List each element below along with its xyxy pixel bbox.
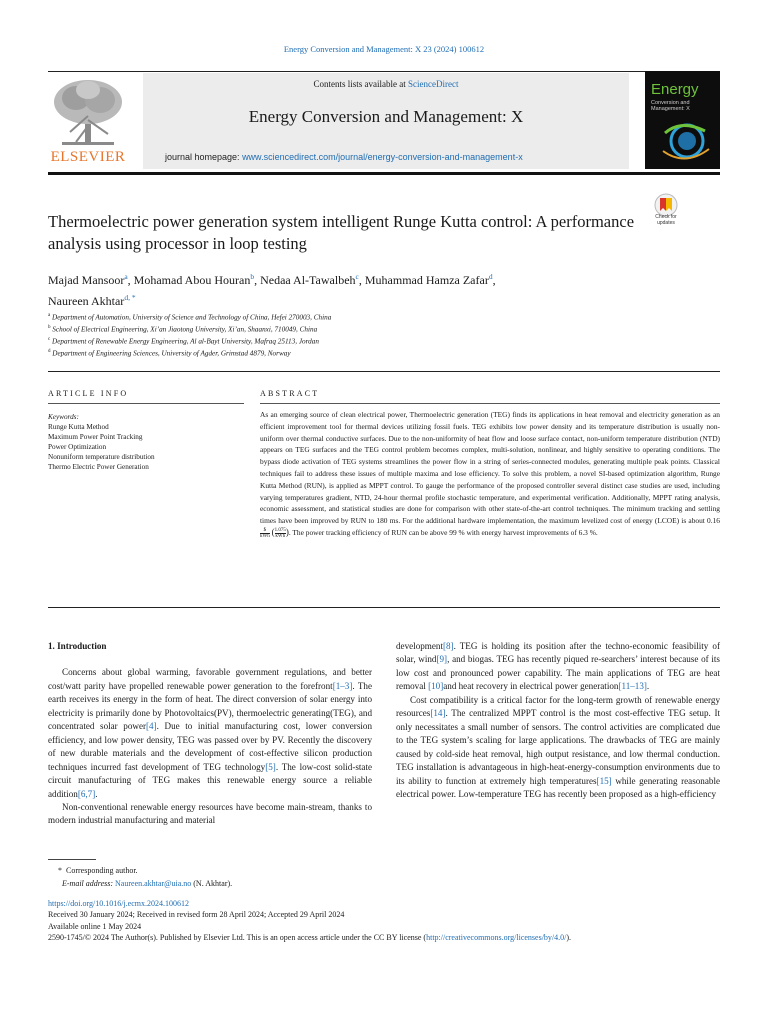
abstract-heading: ABSTRACT [260, 389, 320, 398]
keyword: Runge Kutta Method [48, 423, 109, 431]
citation-link[interactable]: [11–13] [618, 681, 647, 692]
citation-link[interactable]: [1–3] [332, 680, 353, 691]
cover-subtitle: Conversion and Management: X [651, 100, 690, 112]
author[interactable]: Majad Mansoor$^a$ [48, 272, 128, 287]
keywords-block [48, 412, 248, 472]
affiliation: $^c$ Department of Renewable Energy Engineering, Al al-Bayt University, Mafraq 25113, Jordan [48, 336, 319, 346]
email-link[interactable]: Naureen.akhtar@uia.no [115, 879, 192, 888]
citation-link[interactable]: [9] [436, 654, 448, 665]
badge-label: Check for updates [655, 214, 677, 226]
email-note: E-mail address: Naureen.akhtar@uia.no (N. Akhtar). [62, 879, 233, 888]
citation-link[interactable]: [8] [442, 641, 454, 651]
paragraph-text: development [396, 641, 443, 651]
license-link[interactable]: http://creativecommons.org/licenses/by/4.0/ [426, 933, 567, 943]
lcoe-factor-fraction: 1.075 kWh [274, 527, 286, 539]
article-info-rule [48, 403, 244, 404]
citation-link[interactable]: [14] [430, 708, 446, 719]
contents-prefix: Contents lists available at [313, 79, 408, 89]
citation-link[interactable]: [6,7] [77, 788, 96, 799]
elsevier-tree-icon [48, 76, 128, 148]
footnotes [48, 864, 728, 890]
homepage-label: journal homepage: [165, 152, 243, 162]
journal-cover-thumbnail[interactable] [645, 71, 720, 169]
affiliations [48, 311, 608, 359]
paragraph-text: . The centralized MPPT control is the most cost-effective TEG setup. It only necessitates a small number of sensors. The control activities are complicated due to the TEG system’s scaling for large applications. The drawbacks of TEG are mainly caused by cold-side heat removal, high output resistance, and low thermal conduction. TEG installation is advantageous in high-heat-energy-consumption environments due to its ability to function at extremely high temperatures [396, 708, 720, 786]
author[interactable]: Nedaa Al-Tawalbeh$^c$ [260, 272, 359, 287]
paragraph-text: and heat recovery in electrical power generation [443, 681, 619, 692]
paragraph-text: . The low-cost solid-state circuit manufacturing of TEG makes this renewable energy source a reliable addition [48, 761, 373, 799]
author[interactable]: Muhammad Hamza Zafar$^d$ [364, 272, 493, 287]
article-title: Thermoelectric power generation system intelligent Runge Kutta control: A performance analysis using processor in loop testing [48, 212, 635, 253]
affiliation: $^b$ School of Electrical Engineering, Xi’an Jiaotong University, Xi’an, Shaanxi, 710049, China [48, 324, 318, 334]
header-top-rule [48, 71, 720, 72]
paragraph-text: Cost compatibility is a critical factor for the long-term growth of renewable energy resources [396, 694, 720, 719]
keyword: Nonuniform temperature distribution [48, 453, 155, 461]
paragraph-text: . [95, 788, 98, 799]
lcoe-unit-fraction: $ kWh [260, 527, 270, 539]
paragraph-text: . [646, 681, 650, 692]
abstract-bottom-rule [48, 607, 720, 608]
sciencedirect-link[interactable]: ScienceDirect [408, 79, 459, 89]
affiliation: $^a$ Department of Automation, University of Science and Technology of China, Hefei 270003, China [48, 313, 332, 322]
citation-link[interactable]: [5] [265, 761, 276, 772]
contents-line [143, 79, 629, 89]
abstract-text: As an emerging source of clean electrical power, Thermoelectric generation (TEG) finds its applications in heat removal and electricity generation as an efficient improvement tool for thermal devices utilizing fossil fuels. TEG exhibits low power density and its temperature distribution is usually non-uniform over thermal conductive surfaces. Due to the non-uniformity of heat flow and loose surface contact, non-uniform temperature distribution (NTD) appears on TEG surfaces and the TEG control problem becomes complex, multi-solution, nonlinear, and highly sensitive to operating conditions. The bypass diode activation of TEG systems streamlines the power flow in a string of series-connected modules, generating multiple peak points. Classical techniques fail to address these issues of multiple maxima and lose efficiency. To solve this problem, a novel SI-based optimization algorithm, Runge Kutta Method (RUN), is applied as MPPT control. To gauge the performance of the proposed controller several distinct case studies are used, including varying temperatures gradient, NTD, 24-hour thermal profile stochastic temperature, and experimental verification. Additionally, MPPT rating analysis, economic assessment, and statistical studies are done for comparison with other state-of-the-art control techniques. The minimum tracking and settling times have been improved by RUN to 180 ms. For the additional hardware implementation, the maximum levelized cost of energy (LCOE) is about 0.16 $ kWh ( 1.075 kWh ). The power tracking efficiency of RUN can be above 99 % with energy harvest improvements of 6.3 %. [260, 410, 720, 539]
elsevier-logo[interactable] [48, 76, 128, 166]
journal-reference[interactable]: Energy Conversion and Management: X 23 (2024) 100612 [283, 44, 485, 54]
citation-link[interactable]: [4] [146, 721, 157, 732]
body-paragraph [396, 640, 720, 694]
citation-link[interactable]: [15] [596, 775, 612, 786]
section-title: 1. Introduction [48, 641, 107, 651]
author-list: Majad Mansoor$^a$, Mohamad Abou Houran$^b$, Nedaa Al-Tawalbeh$^c$, Muhammad Hamza Zafar$^d$, Naureen Akhtar$^{d, *}$ [48, 272, 496, 308]
homepage-link[interactable]: www.sciencedirect.com/journal/energy-conversion-and-management-x [242, 152, 523, 162]
corresponding-author-note: * Corresponding author. [58, 866, 138, 875]
article-info-heading: ARTICLE INFO [48, 389, 129, 398]
doi-link[interactable]: https://doi.org/10.1016/j.ecmx.2024.100612 [48, 899, 189, 908]
paragraph-text: Concerns about global warming, favorable government regulations, and better cost/watt parity have propelled renewable power generation to the forefront [48, 667, 372, 691]
footnote-rule [48, 859, 96, 860]
online-date: Available online 1 May 2024 [48, 921, 142, 931]
paragraph-text: . Due to initial manufacturing cost, lower conversion efficiency, and low power density, TEG was passed over by PV. Recently the discovery of new durable materials and the development of cost-effective silicon production techniques incurred fast development of TEG technology [48, 721, 372, 772]
body-paragraph [396, 694, 720, 802]
abstract-rule [260, 403, 720, 404]
citation-link[interactable]: [10] [428, 681, 444, 692]
cover-art-icon [645, 71, 720, 169]
keyword: Thermo Electric Power Generation [48, 463, 149, 471]
paragraph-text: . The earth receives its energy in the form of heat. The direct conversion of solar energy into electricity is primarily done by Photovoltaics(PV), thermoelectric generating(TEG), and concentrated solar power [48, 680, 372, 732]
header-bottom-rule [48, 172, 720, 175]
publication-metadata [48, 898, 728, 944]
paragraph-text: , and biogas. TEG has recently piqued re-searchers’ interest because of its low cost and pronounced power capability. The main applications of TEG are heat removal [396, 654, 720, 692]
cover-title: Energy [651, 81, 699, 98]
author[interactable]: Naureen Akhtar$^{d, *}$ [48, 293, 136, 308]
check-for-updates-badge[interactable] [646, 193, 686, 233]
paragraph-text: Non-conventional renewable energy resources have become main-stream, thanks to modern industrial manufacturing and material [48, 801, 372, 826]
keywords-label: Keywords: [48, 413, 79, 421]
info-top-rule [48, 371, 720, 372]
license-line: 2590-1745/© 2024 The Author(s). Published by Elsevier Ltd. This is an open access article under the CC BY license (http://creativecommons.org/licenses/by/4.0/). [48, 933, 572, 943]
body-paragraph [48, 666, 372, 801]
keyword: Maximum Power Point Tracking [48, 433, 143, 441]
keyword: Power Optimization [48, 443, 107, 451]
body-left-column [48, 640, 372, 828]
paragraph-text: . TEG is holding its position after the techno-economic feasibility of solar, wind [396, 641, 720, 665]
body-paragraph [48, 801, 372, 828]
history-dates: Received 30 January 2024; Received in revised form 28 April 2024; Accepted 29 April 2024 [48, 910, 345, 920]
journal-title: Energy Conversion and Management: X [248, 107, 524, 126]
paragraph-text: while generating reasonable electrical power. Low-temperature TEG has recently been proposed as a high-efficiency [396, 775, 721, 799]
author[interactable]: Mohamad Abou Houran$^b$ [133, 272, 255, 287]
body-right-column [396, 640, 720, 801]
journal-homepage [165, 152, 523, 162]
publisher-wordmark: ELSEVIER [50, 149, 126, 165]
affiliation: $^d$ Department of Engineering Sciences, University of Agder, Grimstad 4879, Norway [48, 348, 291, 358]
